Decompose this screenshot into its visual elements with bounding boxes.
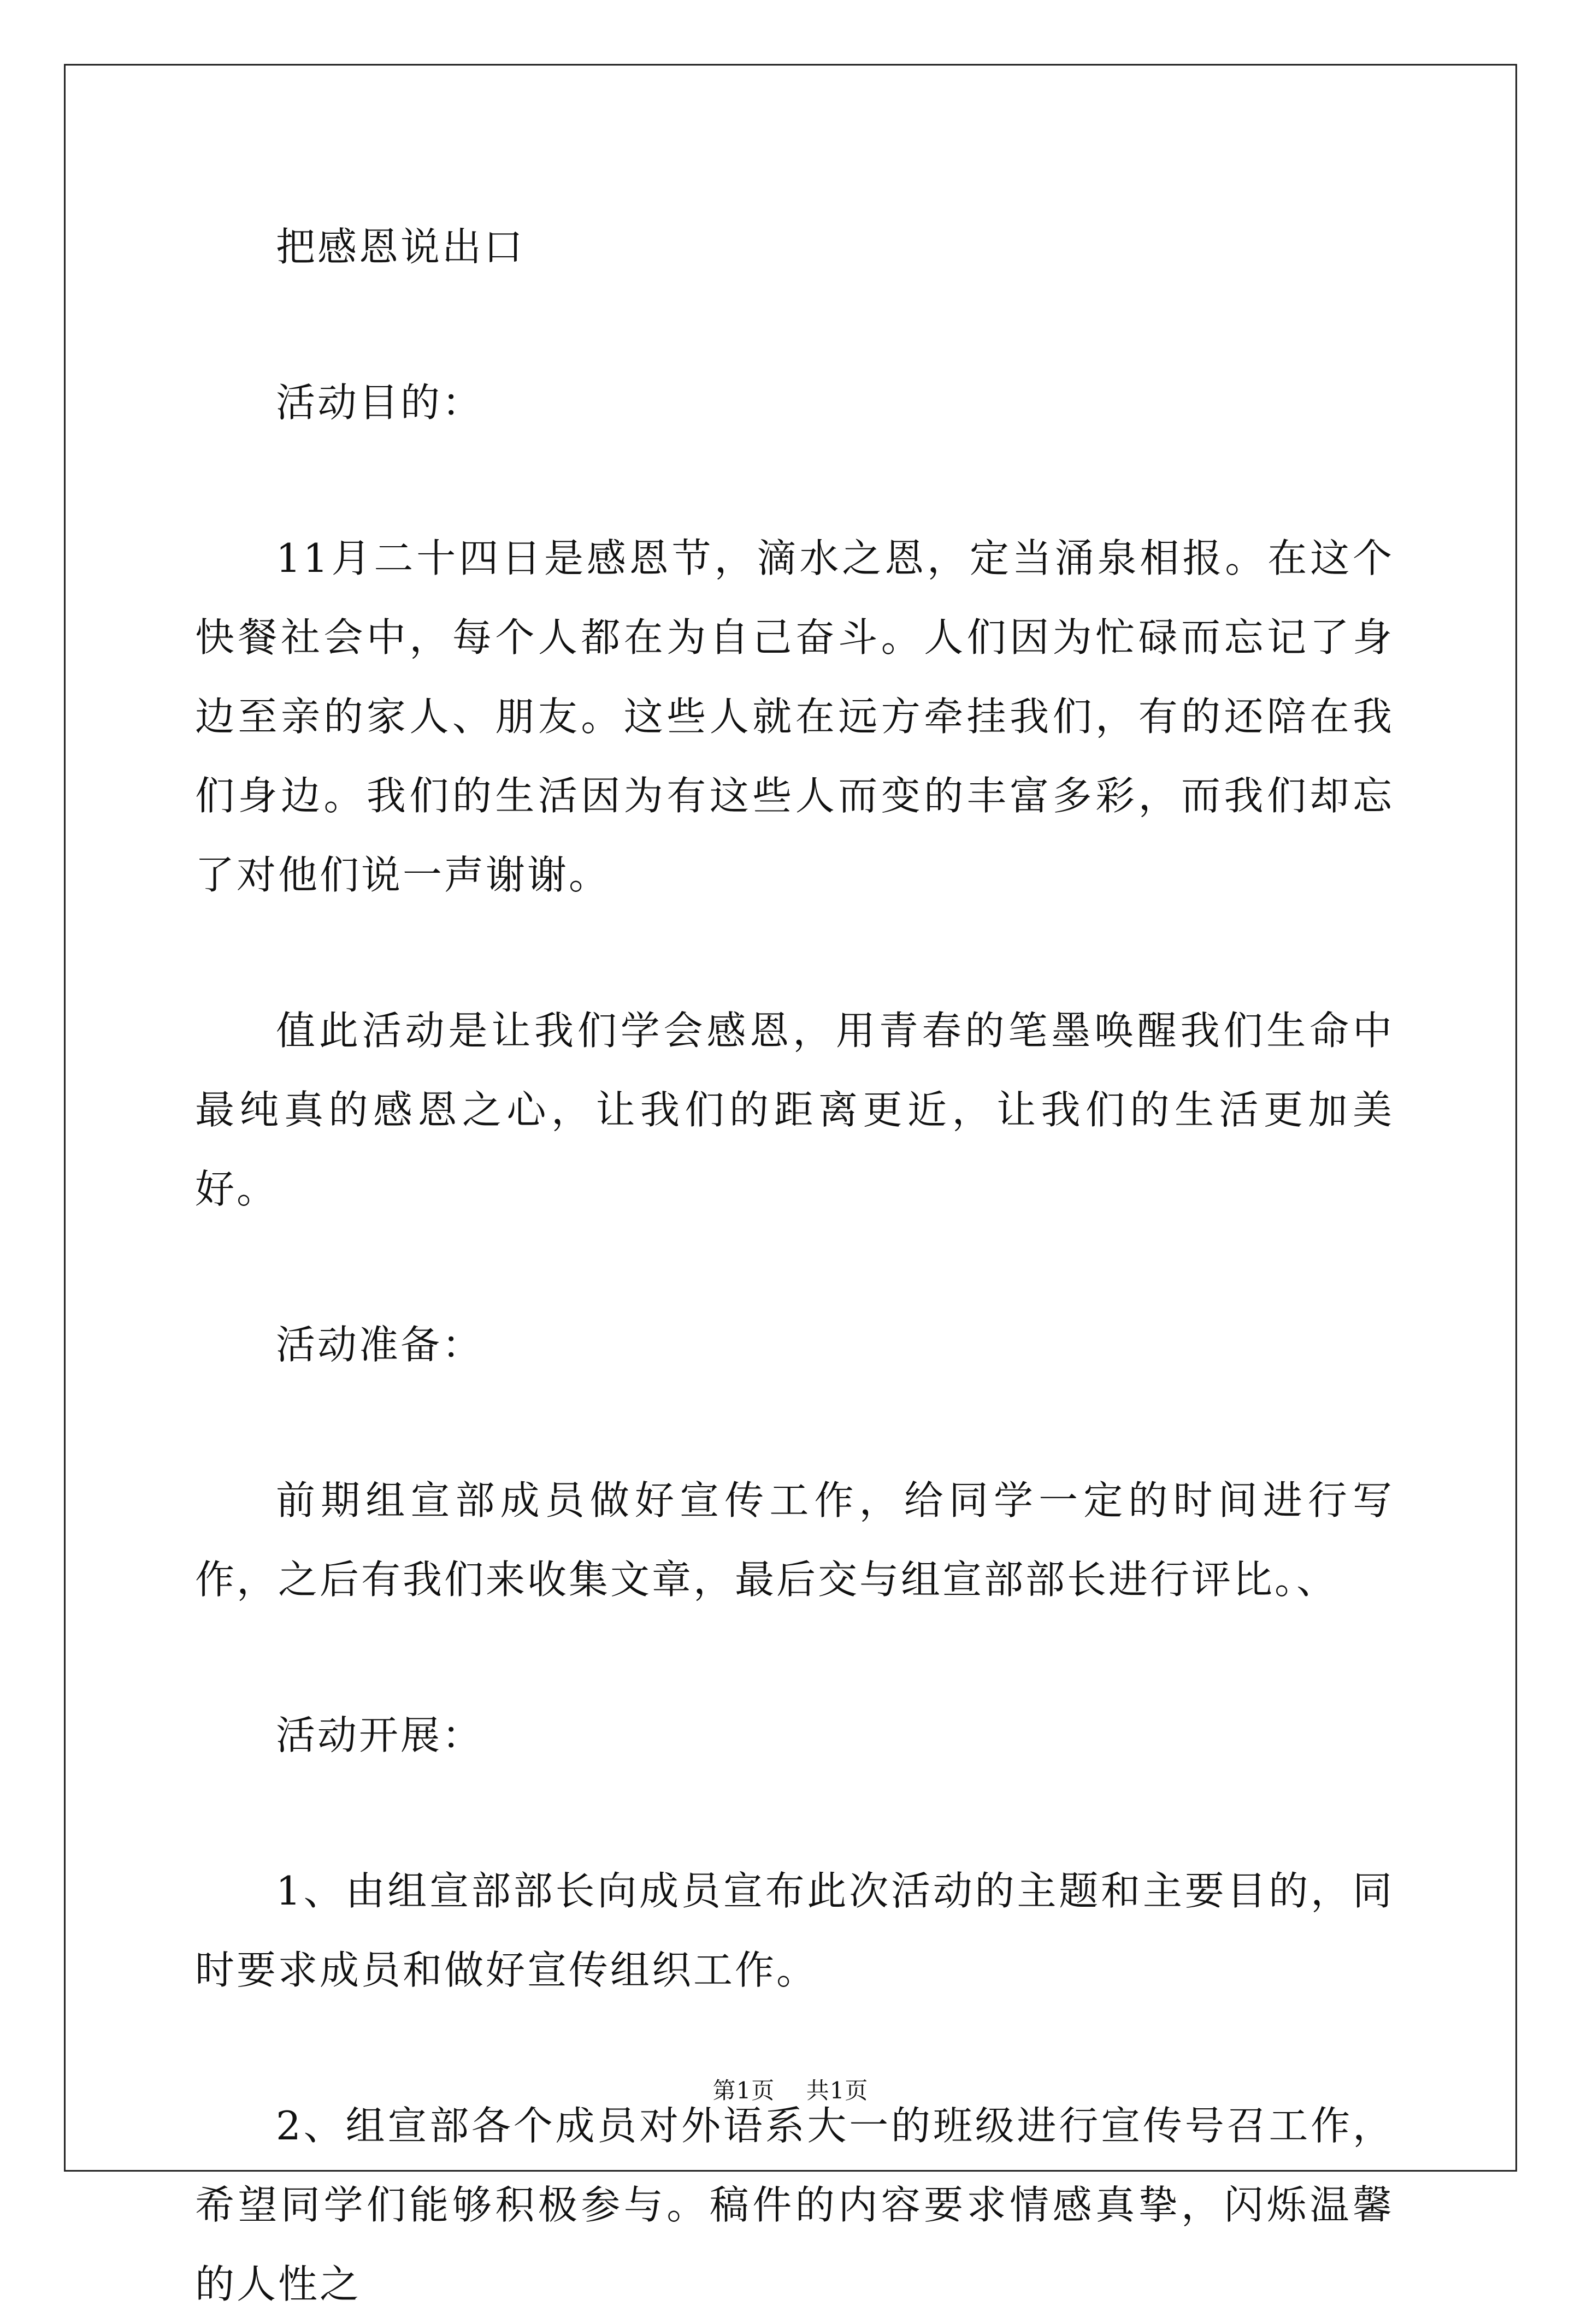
paragraph-activity-2: 2、组宣部各个成员对外语系大一的班级进行宣传号召工作，希望同学们能够积极参与。稿件的内容要求情感真挚，闪烁温馨的人性之: [195, 2103, 1394, 2307]
document-title: 把感恩说出口: [276, 224, 526, 270]
page-total: 共1页: [806, 2077, 869, 2104]
section-heading-activity: 活动开展：: [276, 1712, 484, 1758]
paragraph-preparation-1: 前期组宣部成员做好宣传工作，给同学一定的时间进行写作，之后有我们来收集文章，最后交与组宣部部长进行评比。、: [195, 1477, 1394, 1602]
section-heading-preparation: 活动准备：: [276, 1322, 484, 1368]
paragraph-purpose-1: 11月二十四日是感恩节，滴水之恩，定当涌泉相报。在这个快餐社会中，每个人都在为自己奋斗。人们因为忙碌而忘记了身边至亲的家人、朋友。这些人就在远方牵挂我们，有的还陪在我们身边。我们的生活因为有这些人而变的丰富多彩，而我们却忘了对他们说一声谢谢。: [195, 535, 1394, 898]
page-footer: [0, 2073, 1581, 2106]
document-body: [195, 208, 1394, 2324]
page-number: 第1页: [712, 2077, 775, 2104]
paragraph-purpose-2: 值此活动是让我们学会感恩，用青春的笔墨唤醒我们生命中最纯真的感恩之心，让我们的距离更近，让我们的生活更加美好。: [195, 1008, 1394, 1212]
section-heading-purpose: 活动目的：: [276, 380, 484, 425]
paragraph-activity-1: 1、由组宣部部长向成员宣布此次活动的主题和主要目的，同时要求成员和做好宣传组织工作。: [195, 1868, 1394, 1993]
